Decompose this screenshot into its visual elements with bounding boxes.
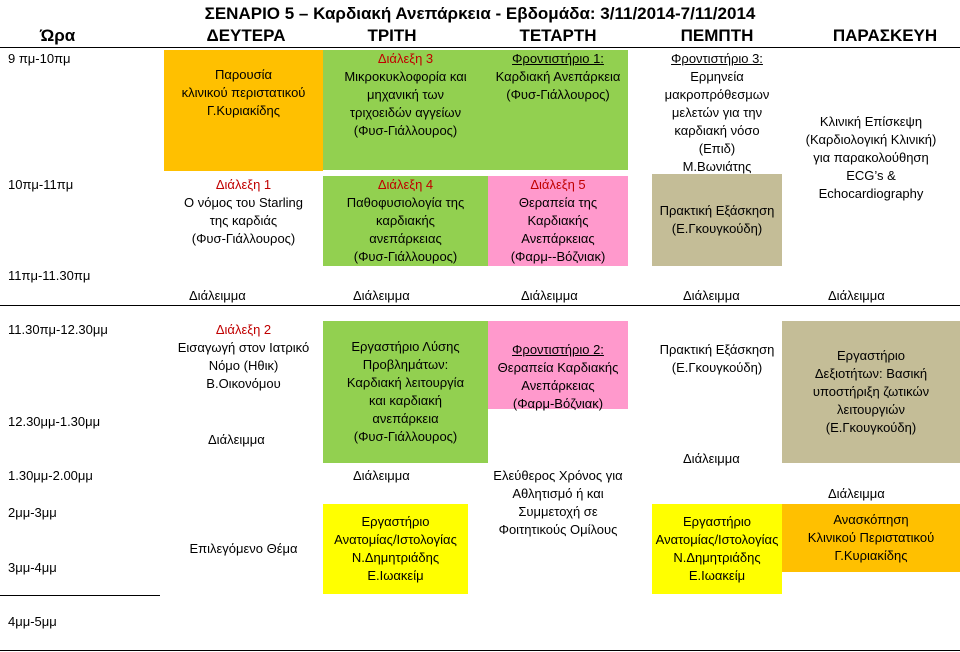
cell-line: (Φυσ-Γιάλλουρος) <box>353 123 458 138</box>
cell-title: Φροντιστήριο 2: <box>512 342 604 357</box>
cell-line: Εργαστήριο Λύσης <box>351 339 460 354</box>
cell-line: Παρουσία <box>214 67 273 82</box>
cell-line: μακροπρόθεσμων <box>664 87 770 102</box>
cell-line: Αθλητισμό ή και <box>512 486 604 501</box>
cell-line: (Επιδ) <box>698 141 736 156</box>
tuesday-lecture-3-block <box>323 50 488 170</box>
break-label: Διάλειμμα <box>683 288 740 303</box>
cell-line: τριχοειδών αγγείων <box>349 105 462 120</box>
header-divider <box>0 47 960 48</box>
header-thursday: ΠΕΜΠΤΗ <box>680 26 754 45</box>
cell-line: Μικροκυκλοφορία και <box>344 69 467 84</box>
cell-line: Ν.Δημητριάδης <box>673 550 761 565</box>
wednesday-tutorial-1-block <box>488 50 628 170</box>
cell-line: υποστήριξη ζωτικών <box>812 384 930 399</box>
cell-line: Καρδιακής <box>527 213 589 228</box>
cell-line: Νόμο (Ηθικ) <box>208 358 279 373</box>
cell-line: (Φαρμ--Βόζνιακ) <box>510 249 606 264</box>
friday-case-review-block <box>782 504 960 572</box>
cell-line: Ελεύθερος Χρόνος για <box>493 468 623 483</box>
wednesday-lecture-5-block <box>488 176 628 266</box>
cell-line: Κλινικού Περιστατικού <box>807 530 935 545</box>
cell-line: Εργαστήριο <box>361 514 430 529</box>
section-divider <box>0 305 960 306</box>
section-divider <box>0 650 960 651</box>
cell-line: Θεραπεία Καρδιακής <box>497 360 619 375</box>
cell-line: Μ.Βωνιάτης <box>682 159 752 174</box>
header-monday: ΔΕΥΤΕΡΑ <box>206 26 286 45</box>
cell-line: Δεξιοτήτων: Βασική <box>814 366 928 381</box>
cell-line: Ν.Δημητριάδης <box>351 550 440 565</box>
cell-line: Γ.Κυριακίδης <box>206 103 281 118</box>
friday-clinical-visit-block <box>782 50 960 266</box>
cell-line: Ανεπάρκειας <box>521 231 595 246</box>
cell-line: (Φυσ-Γιάλλουρος) <box>353 249 458 264</box>
header-hour: Ώρα <box>40 26 76 45</box>
tuesday-anatomy-lab-block <box>323 504 468 594</box>
cell-line: (Φυσ-Γιάλλουρος) <box>353 429 458 444</box>
monday-lecture-2-block <box>164 321 323 411</box>
friday-skills-lab-block <box>782 321 960 463</box>
cell-line: κλινικού περιστατικού <box>181 85 306 100</box>
time-label: 11πμ-11.30πμ <box>8 268 91 283</box>
cell-line: Ανεπάρκειας <box>521 378 595 393</box>
cell-line: (Ε.Γκουγκούδη) <box>671 360 763 375</box>
tuesday-problem-lab-block <box>323 321 488 463</box>
cell-title: Φροντιστήριο 1: <box>512 51 604 66</box>
thursday-practice-midday-block <box>652 341 782 381</box>
page-title: ΣΕΝΑΡΙΟ 5 – Καρδιακή Ανεπάρκεια - Εβδομάδα: 3/11/2014-7/11/2014 <box>204 4 756 23</box>
thursday-tutorial-3-block <box>652 50 782 174</box>
cell-title: Διάλεξη 4 <box>377 177 434 192</box>
break-label: Διάλειμμα <box>189 288 246 303</box>
tuesday-lecture-4-block <box>323 176 488 266</box>
cell-line: Κλινική Επίσκεψη <box>819 114 923 129</box>
cell-line: (Φυσ-Γιάλλουρος) <box>506 87 610 102</box>
cell-line: καρδιακή νόσο <box>674 123 760 138</box>
thursday-practice-block <box>652 174 782 266</box>
wednesday-free-time-block <box>488 467 628 557</box>
cell-line: Ερμηνεία <box>690 69 744 84</box>
monday-lecture-1-block <box>164 176 323 266</box>
cell-line: Γ.Κυριακίδης <box>834 548 908 563</box>
cell-title: Διάλεξη 2 <box>215 322 272 337</box>
monday-elective-block <box>164 504 323 594</box>
cell-line: ανεπάρκειας <box>369 231 442 246</box>
cell-line: (Ε.Γκουγκούδη) <box>671 221 763 236</box>
break-label: Διάλειμμα <box>828 486 885 501</box>
cell-line: Ε.Ιωακείμ <box>367 568 424 583</box>
break-label: Διάλειμμα <box>521 288 578 303</box>
thursday-anatomy-lab-block <box>652 504 782 594</box>
cell-line: μελετών για την <box>671 105 763 120</box>
cell-line: (Φαρμ-Βόζνιακ) <box>512 396 604 411</box>
cell-line: Συμμετοχή σε <box>518 504 598 519</box>
time-label: 2μμ-3μμ <box>8 505 57 520</box>
cell-line: Εισαγωγή στον Ιατρικό <box>177 340 310 355</box>
break-label: Διάλειμμα <box>353 288 410 303</box>
cell-line: της καρδιάς <box>209 213 278 228</box>
time-label: 10πμ-11πμ <box>8 177 74 192</box>
cell-line: Ε.Ιωακείμ <box>688 568 746 583</box>
cell-line: Ανατομίας/Ιστολογίας <box>655 532 779 547</box>
cell-line: Ο νόμος του Starling <box>183 195 304 210</box>
cell-line: Εργαστήριο <box>837 348 905 363</box>
cell-line: και καρδιακή <box>369 393 442 408</box>
cell-line: ανεπάρκεια <box>372 411 439 426</box>
cell-line: Echocardiography <box>818 186 924 201</box>
cell-line: Ανατομίας/Ιστολογίας <box>334 532 457 547</box>
cell-line: ECG’s & <box>846 168 896 183</box>
break-label: Διάλειμμα <box>683 451 740 466</box>
cell-line: Ανασκόπηση <box>833 512 909 527</box>
cell-line: (Φυσ-Γιάλλουρος) <box>191 231 296 246</box>
cell-line: Προβλημάτων: <box>362 357 449 372</box>
cell-title: Φροντιστήριο 3: <box>671 51 763 66</box>
cell-line: καρδιακής <box>376 213 435 228</box>
cell-title: Διάλεξη 5 <box>530 177 586 192</box>
header-friday: ΠΑΡΑΣΚΕΥΗ <box>832 26 938 45</box>
cell-title: Διάλεξη 3 <box>377 51 434 66</box>
break-label: Διάλειμμα <box>828 288 885 303</box>
cell-line: Πρακτική Εξάσκηση <box>659 342 775 357</box>
cell-line: Παθοφυσιολογία της <box>346 195 465 210</box>
wednesday-tutorial-2-block <box>488 321 628 409</box>
cell-line: Εργαστήριο <box>683 514 751 529</box>
cell-line: λειτουργιών <box>837 402 905 417</box>
time-label: 12.30μμ-1.30μμ <box>8 414 101 429</box>
cell-line: Φοιτητικούς Ομίλους <box>498 522 618 537</box>
time-label: 3μμ-4μμ <box>8 560 57 575</box>
time-label: 4μμ-5μμ <box>8 614 57 629</box>
break-label: Διάλειμμα <box>208 432 265 447</box>
header-tuesday: ΤΡΙΤΗ <box>367 26 417 45</box>
time-label: 9 πμ-10πμ <box>8 51 71 66</box>
monday-clinical-case-block <box>164 50 323 171</box>
cell-line: (Καρδιολογική Κλινική) <box>805 132 937 147</box>
cell-line: Επιλεγόμενο Θέμα <box>189 541 298 556</box>
cell-line: (Ε.Γκουγκούδη) <box>825 420 917 435</box>
cell-line: Καρδιακή λειτουργία <box>346 375 465 390</box>
time-label: 1.30μμ-2.00μμ <box>8 468 93 483</box>
cell-line: Πρακτική Εξάσκηση <box>659 203 775 218</box>
header-wednesday: ΤΕΤΑΡΤΗ <box>519 26 597 45</box>
section-divider <box>0 595 160 596</box>
cell-line: μηχανική των <box>366 87 445 102</box>
cell-line: Θεραπεία της <box>518 195 598 210</box>
cell-line: Β.Οικονόμου <box>206 376 281 391</box>
time-label: 11.30πμ-12.30μμ <box>8 322 108 337</box>
cell-title: Διάλεξη 1 <box>215 177 272 192</box>
cell-line: για παρακολούθηση <box>813 150 929 165</box>
cell-line: Καρδιακή Ανεπάρκεια <box>495 69 621 84</box>
break-label: Διάλειμμα <box>353 468 410 483</box>
